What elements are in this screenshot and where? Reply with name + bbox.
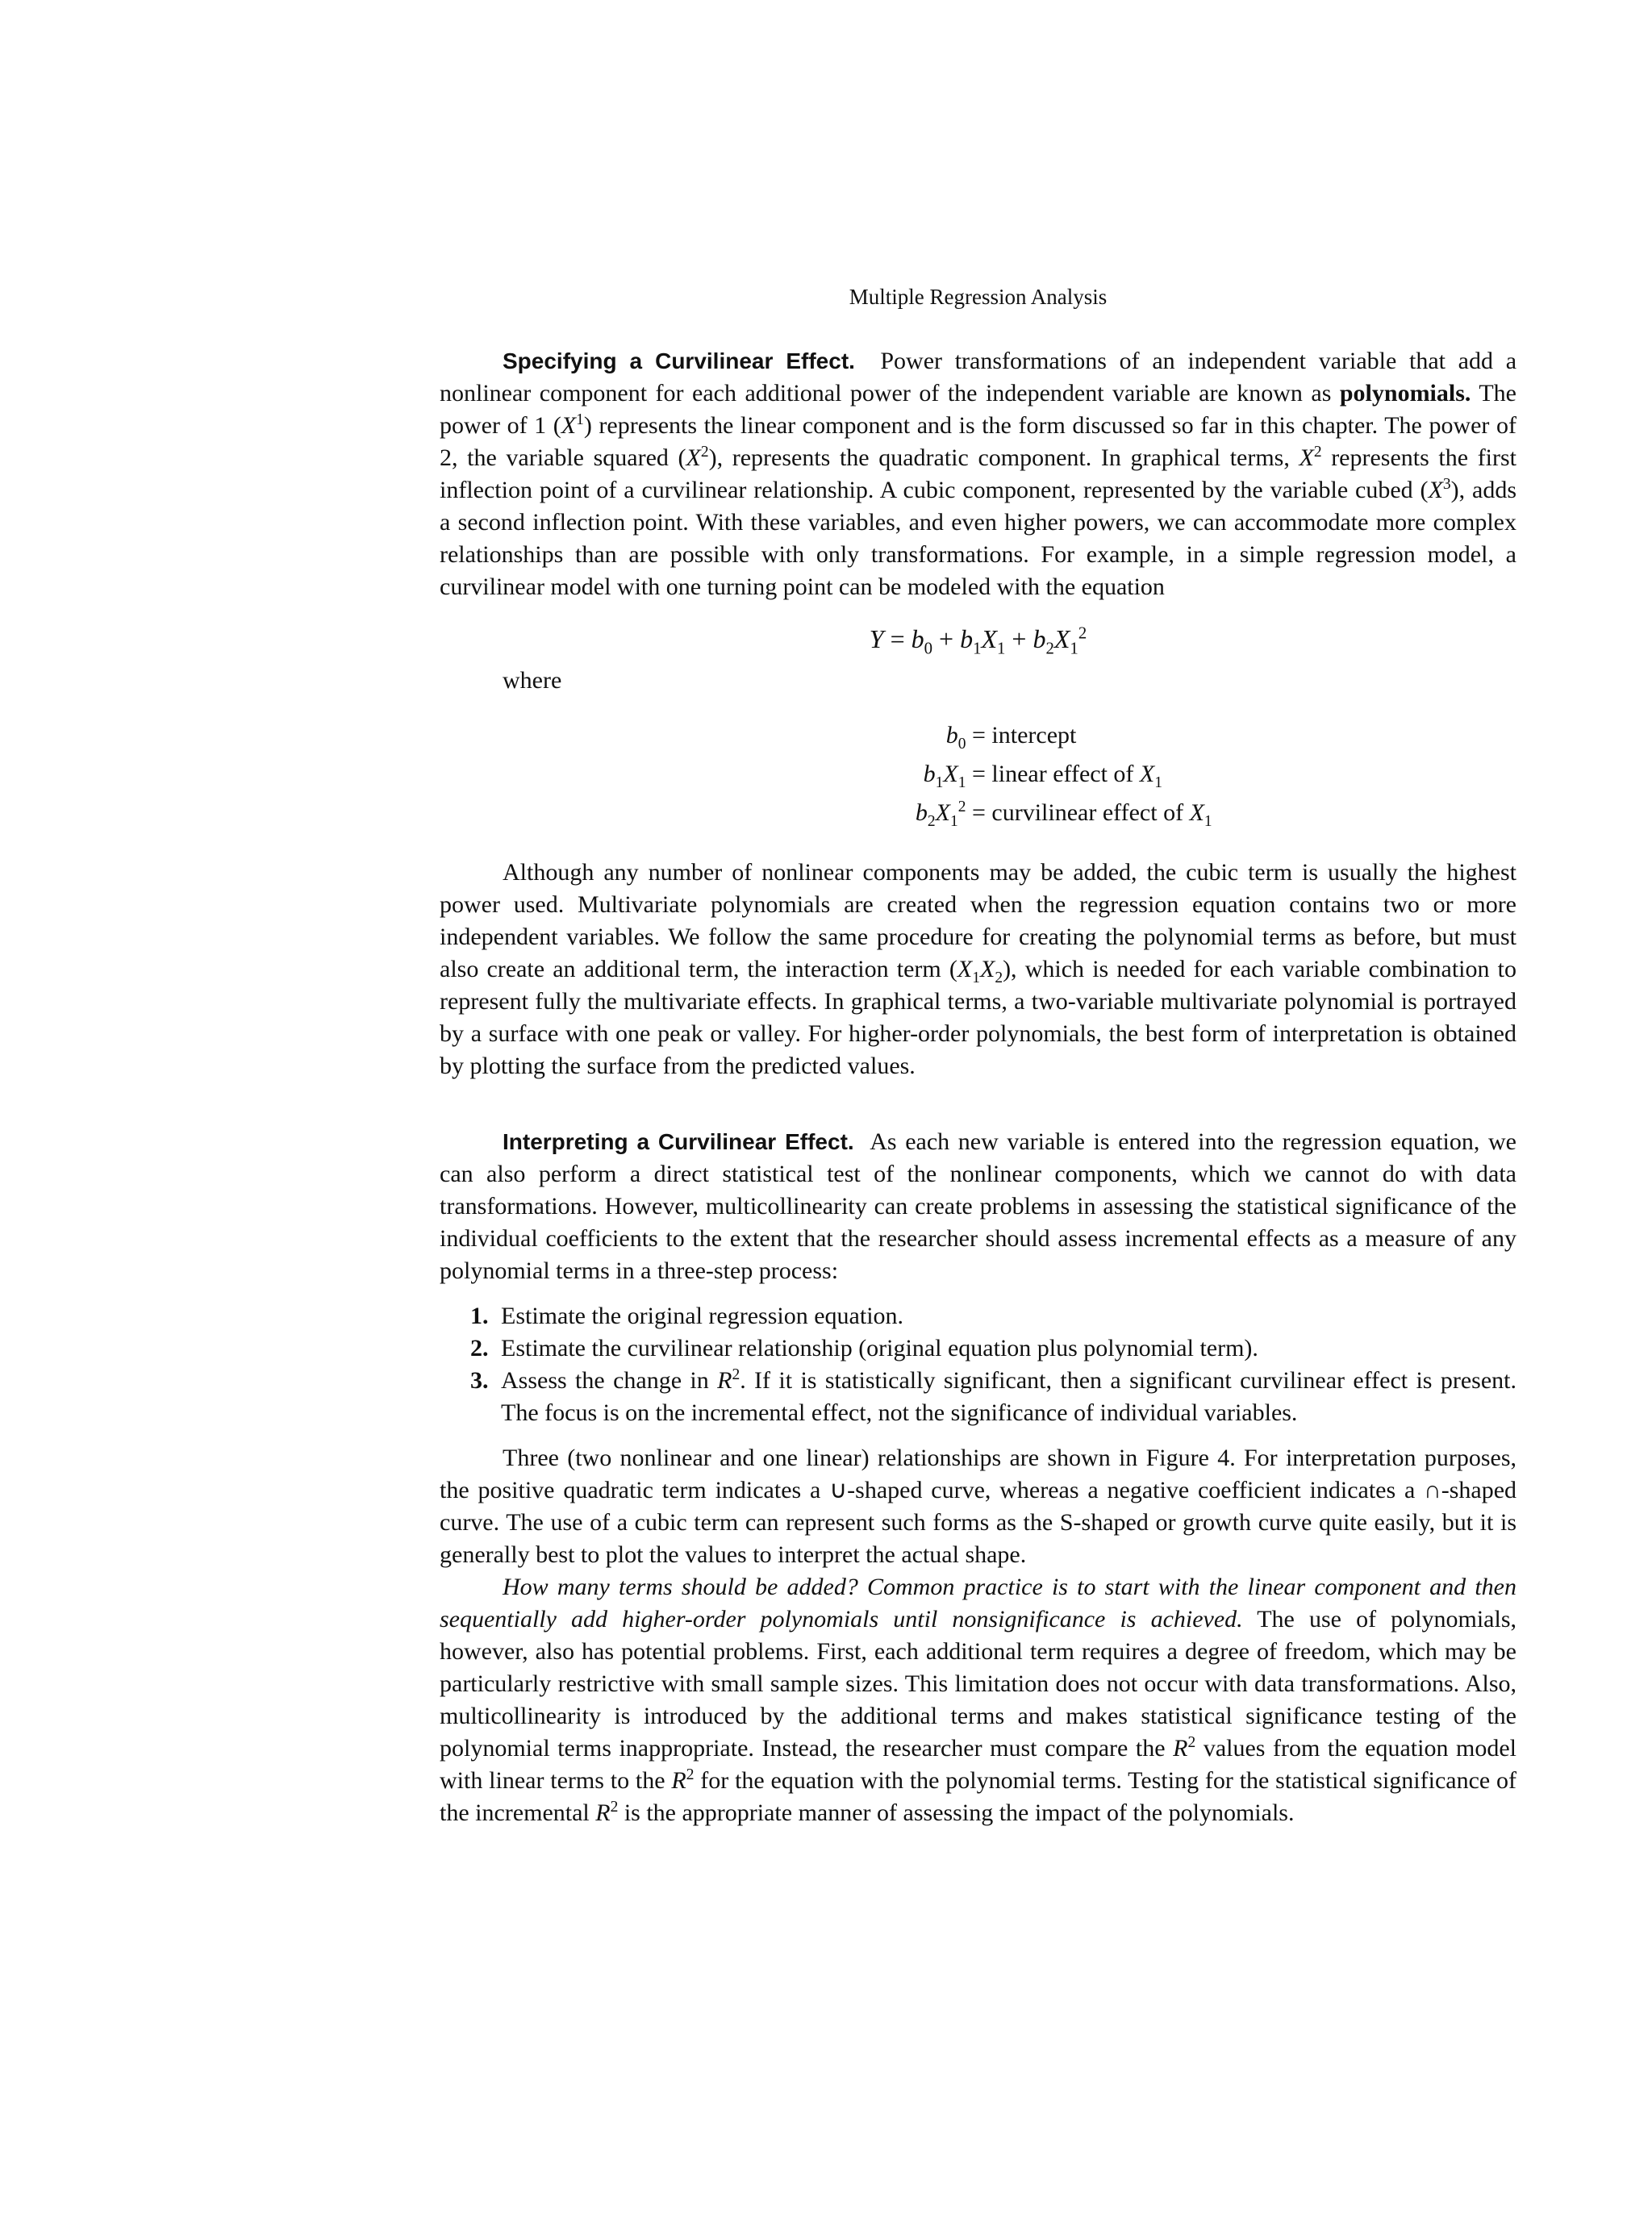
definition-text: = linear effect of	[972, 761, 1134, 787]
text-span: ), which is needed for each variable combination to represent fully the multivariate effects. In graphical terms, a two-variable multivariate polynomial is portrayed by a surface with one peak or valley. For higher-order polynomials, the best form of interpretation is obtained by plotting the surface from the predicted values.	[440, 956, 1516, 1079]
paragraph-specifying: Specifying a Curvilinear Effect. Power transformations of an independent variable that add a nonlinear component for each additional power of the independent variable are known as polynomials. The power of 1 $(X^1)$ represents the linear component and is the form discussed so far in this chapter. The power of 2, the variable squared $(X^2)$, represents the quadratic component. In graphical terms, $X^2$ represents the first inflection point of a curvilinear relationship. A cubic component, represented by the variable cubed $(X^3)$, adds a second inflection point. With these variables, and even higher powers, we can accommodate more complex relationships than are possible with only transformations. For example, in a simple regression model, a curvilinear model with one turning point can be modeled with the equation	[440, 348, 1517, 600]
definition-row: $b_2X_1^2$ = curvilinear effect of $X_1$	[915, 799, 1212, 830]
section-heading-specifying: Specifying a Curvilinear Effect.	[503, 348, 855, 373]
text-span: ), adds a second inflection point. With these variables, and even higher powers, we can accommodate more complex relationships than are possible with only transformations. For example, in a simple regression model, a curvilinear model with one turning point can be modeled with the equation	[440, 477, 1516, 600]
definition-row: $b_1X_1$ = linear effect of $X_1$	[923, 761, 1162, 791]
equation-definitions	[440, 716, 1516, 832]
text-span: for the equation with the polynomial terms. Testing for the statistical significance of the incremental	[440, 1767, 1517, 1826]
list-number: 3.	[470, 1367, 489, 1394]
list-number: 1.	[470, 1303, 489, 1329]
text-span: Power transformations of an independent variable that add a nonlinear component for each additional power of the independent variable are known as	[440, 348, 1517, 407]
text-span: -shaped curve. The use of a cubic term can represent such forms as the S-shaped or growth curve quite easily, but it is generally best to plot the values to interpret the actual shape.	[440, 1477, 1517, 1568]
text-span: is the appropriate manner of assessing the impact of the polynomials.	[624, 1799, 1295, 1826]
n-shape-glyph: ∩	[1424, 1477, 1441, 1503]
list-item: 3. Assess the change in $R^2$. If it is statistically significant, then a significant curvilinear effect is present. The focus is on the incremental effect, not the significance of individual variables.	[440, 1365, 1516, 1429]
text-span: The use of polynomials, however, also has potential problems. First, each additional term requires a degree of freedom, which may be particularly restrictive with small sample sizes. This limitation does not occur with data transformations. Also, multicollinearity is introduced by the additional terms and makes statistical significance testing of the polynomial terms inappropriate. Instead, the researcher must compare the	[440, 1606, 1516, 1762]
section-heading-interpreting: Interpreting a Curvilinear Effect.	[503, 1129, 854, 1154]
list-item	[440, 1332, 1516, 1365]
paragraph-interpreting	[440, 1126, 1516, 1287]
equation-curvilinear-model: $Y = b_0 + b_1X_1 + b_2X_1^2$	[869, 623, 1087, 658]
paragraph-how-many-terms: How many terms should be added? Common practice is to start with the linear component and then sequentially add higher-order polynomials until nonsignificance is achieved. The use of polynomials, however, also has potential problems. First, each additional term requires a degree of freedom, which may be particularly restrictive with small sample sizes. This limitation does not occur with data transformations. Also, multicollinearity is introduced by the additional terms and makes statistical significance testing of the polynomial terms inappropriate. Instead, the researcher must compare the $R^2$ values from the equation model with linear terms to the $R^2$ for the equation with the polynomial terms. Testing for the statistical significance of the incremental $R^2$ is the appropriate manner of assessing the impact of the polynomials.	[440, 1574, 1517, 1826]
page	[440, 282, 1516, 1829]
italic-question: How many terms should be added? Common practice is to start with the linear component and then sequentially add higher-order polynomials until nonsignificance is achieved.	[440, 1574, 1516, 1632]
text-span: Although any number of nonlinear components may be added, the cubic term is usually the highest power used. Multivariate polynomials are created when the regression equation contains two or more independent variables. We follow the same procedure for creating the polynomial terms as before, but must also create an additional term, the interaction term (	[440, 859, 1516, 982]
paragraph-figure-relationships	[440, 1442, 1516, 1571]
running-head: Multiple Regression Analysis	[849, 285, 1108, 309]
list-item	[440, 1300, 1516, 1332]
list-text: Assess the change in	[501, 1367, 709, 1394]
text-span: values from the equation model with linear terms to the	[440, 1735, 1517, 1794]
list-text: Estimate the curvilinear relationship (original equation plus polynomial term).	[501, 1335, 1258, 1361]
paragraph-multivariate-polynomials: Although any number of nonlinear components may be added, the cubic term is usually the highest power used. Multivariate polynomials are created when the regression equation contains two or more independent variables. We follow the same procedure for creating the polynomial terms as before, but must also create an additional term, the interaction term $(X_1X_2)$, which is needed for each variable combination to represent fully the multivariate effects. In graphical terms, a two-variable multivariate polynomial is portrayed by a surface with one peak or valley. For higher-order polynomials, the best form of interpretation is obtained by plotting the surface from the predicted values.	[440, 859, 1516, 1079]
text-span: -shaped curve, whereas a negative coefficient indicates a	[847, 1477, 1416, 1503]
definition-row: $b_0$ = intercept	[440, 716, 1516, 755]
text-span: Three (two nonlinear and one linear) relationships are shown in Figure 4. For interpretation purposes, the positive quadratic term indicates a	[440, 1445, 1516, 1503]
text-span: The power of 1 (	[440, 380, 1516, 439]
list-text: Estimate the original regression equation.	[501, 1303, 904, 1329]
term-polynomials: polynomials.	[1339, 380, 1471, 407]
text-span: As each new variable is entered into the regression equation, we can also perform a direct statistical test of the nonlinear components, which we cannot do with data transformations. However, multicollinearity can create problems in assessing the statistical significance of the individual coefficients to the extent that the researcher should assess incremental effects as a measure of any polynomial terms in a three-step process:	[440, 1128, 1516, 1284]
where-label: where	[503, 667, 562, 694]
definition-text: = intercept	[972, 722, 1077, 748]
text-span: represents the first inflection point of a curvilinear relationship. A cubic component, represented by the variable cubed (	[440, 444, 1517, 503]
u-shape-glyph: ∪	[829, 1477, 848, 1503]
text-span: ), represents the quadratic component. In graphical terms,	[708, 444, 1290, 471]
list-number: 2.	[470, 1335, 489, 1361]
three-step-list	[440, 1300, 1516, 1429]
text-span: ) represents the linear component and is the form discussed so far in this chapter. The power of 2, the variable squared (	[440, 412, 1517, 471]
definition-text: = curvilinear effect of	[972, 799, 1184, 826]
list-text: . If it is statistically significant, then a significant curvilinear effect is present. The focus is on the incremental effect, not the significance of individual variables.	[501, 1367, 1516, 1426]
